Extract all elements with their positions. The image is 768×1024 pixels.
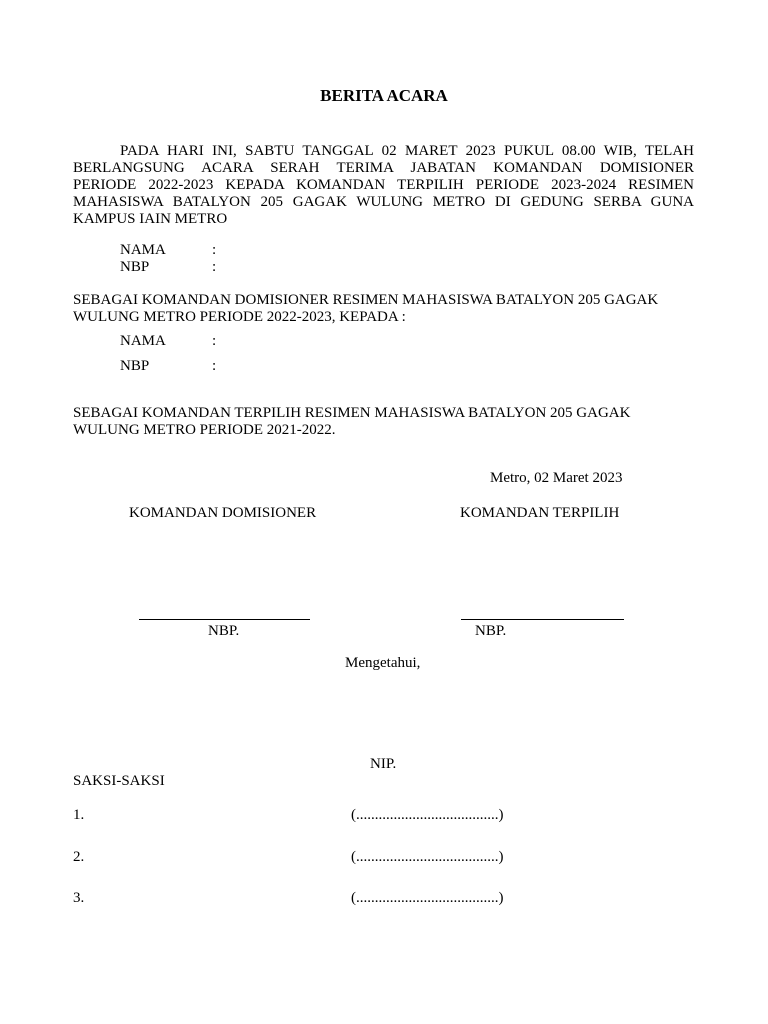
right-nbp: NBP. — [475, 623, 507, 639]
elected-commander-title: KOMANDAN TERPILIH — [460, 505, 620, 521]
right-signature-line — [461, 619, 624, 620]
witness-number: 1. — [73, 807, 85, 823]
outgoing-line: SEBAGAI KOMANDAN DOMISIONER RESIMEN MAHASISWA BATALYON 205 GAGAK — [73, 292, 659, 308]
witness-signature-blank: (......................................) — [351, 890, 504, 906]
acknowledged-label: Mengetahui, — [345, 655, 421, 671]
witness-signature-blank: (......................................) — [351, 849, 504, 865]
place-date: Metro, 02 Maret 2023 — [490, 470, 623, 486]
outgoing-paragraph — [73, 292, 694, 326]
intro-line: PADA HARI INI, SABTU TANGGAL 02 MARET 2023 PUKUL 08.00 WIB, TELAH — [120, 143, 694, 159]
intro-line: PERIODE 2022-2023 KEPADA KOMANDAN TERPILIH PERIODE 2023-2024 RESIMEN — [73, 177, 694, 193]
elected-line: SEBAGAI KOMANDAN TERPILIH RESIMEN MAHASISWA BATALYON 205 GAGAK — [73, 405, 631, 421]
intro-line: MAHASISWA BATALYON 205 GAGAK WULUNG METRO DI GEDUNG SERBA GUNA — [73, 194, 694, 210]
second-name-label: NAMA — [120, 333, 166, 349]
second-nbp-label: NBP — [120, 358, 150, 374]
intro-line: BERLANGSUNG ACARA SERAH TERIMA JABATAN KOMANDAN DOMISIONER — [73, 160, 694, 176]
left-nbp: NBP. — [208, 623, 240, 639]
witness-number: 2. — [73, 849, 85, 865]
document-title: BERITA ACARA — [320, 86, 448, 105]
elected-paragraph — [73, 405, 694, 439]
second-nbp-colon: : — [212, 358, 217, 374]
nip-label: NIP. — [370, 756, 397, 772]
first-name-label: NAMA — [120, 242, 166, 258]
witnesses-heading: SAKSI-SAKSI — [73, 773, 165, 789]
elected-line: WULUNG METRO PERIODE 2021-2022. — [73, 422, 336, 438]
first-nbp-colon: : — [212, 259, 217, 275]
intro-line: KAMPUS IAIN METRO — [73, 211, 228, 227]
witness-number: 3. — [73, 890, 85, 906]
intro-paragraph — [73, 143, 694, 228]
first-nbp-label: NBP — [120, 259, 150, 275]
outgoing-line: WULUNG METRO PERIODE 2022-2023, KEPADA : — [73, 309, 406, 325]
first-name-colon: : — [212, 242, 217, 258]
left-signature-line — [139, 619, 310, 620]
witness-signature-blank: (......................................) — [351, 807, 504, 823]
second-name-colon: : — [212, 333, 217, 349]
outgoing-commander-title: KOMANDAN DOMISIONER — [129, 505, 317, 521]
